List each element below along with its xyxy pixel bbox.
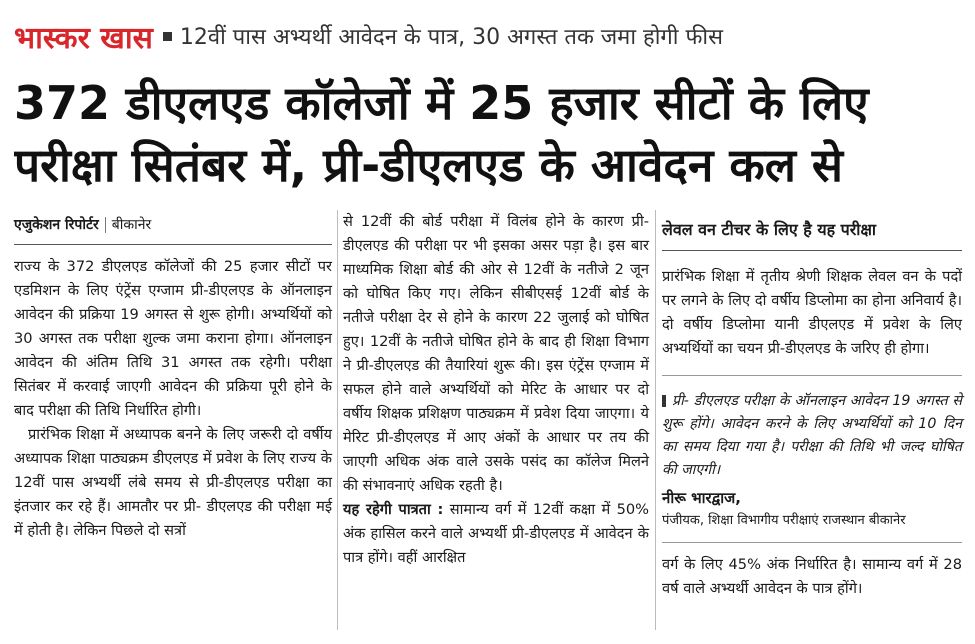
headline-line-1: 372 डीएलएड कॉलेजों में 25 हजार सीटों के लिए <box>14 76 869 130</box>
paragraph: से 12वीं की बोर्ड परीक्षा में विलंब होने के कारण प्री-डीएलएड की परीक्षा पर भी इसका असर पड़ा है। इस बार माध्यमिक शिक्षा बोर्ड की ओर से 12वीं के नतीजे 2 जून को घोषित किए गए। लेकिन सीबीएसई 12वीं बोर्ड के नतीजे परीक्षा देर से होने के कारण 22 जुलाई को घोषित हुए। 12वीं के नतीजे घोषित होने के बाद ही शिक्षा विभाग ने प्री-डीएलएड की तैयारियां शुरू की। इस एंट्रेंस एग्जाम में सफल होने वाले अभ्यर्थियों को मेरिट के आधार पर दो वर्षीय शिक्षक प्रशिक्षण पाठ्यक्रम में प्रवेश दिया जाएगा। ये मेरिट प्री-डीएलएड में आए अंकों के आधार पर तय की जाएगी अधिक अंक वाले उसके पसंद का कॉलेज मिलने की संभावनाएं अधिक रहती है। <box>343 213 649 494</box>
quote-body: प्री- डीएलएड परीक्षा के ऑनलाइन आवेदन 19 अगस्त से शुरू होंगे। आवेदन करने के लिए अभ्यर्थियों को 10 दिन का समय दिया गया है। परीक्षा की तिथि भी जल्द घोषित की जाएगी। <box>662 393 962 478</box>
byline-reporter: एजुकेशन रिपोर्टर <box>14 217 99 233</box>
paragraph-text: सामान्य वर्ग में 12वीं कक्षा में 50% अंक हासिल करने वाले अभ्यर्थी प्री-डीएलएड में आवेदन के पात्र होंगे। वहीं आरक्षित <box>343 501 650 566</box>
headline <box>14 72 962 196</box>
paragraph: प्रारंभिक शिक्षा में अध्यापक बनने के लिए जरूरी दो वर्षीय अध्यापक शिक्षा पाठ्यक्रम डीएलएड में प्रवेश के लिए राज्य के 12वीं पास अभ्यर्थी लंबे समय से प्री-डीएलएड परीक्षा का इंतजार कर रहे हैं। आमतौर पर प्री- डीएलएड की परीक्षा मई में होती है। लेकिन पिछले दो सत्रों <box>14 426 332 539</box>
paragraph: वर्ग के लिए 45% अंक निर्धारित है। सामान्य वर्ग में 28 वर्ष वाले अभ्यर्थी आवेदन के पात्र होंगे। <box>662 556 962 597</box>
article-column-2 <box>343 210 649 570</box>
column-divider <box>655 210 656 630</box>
column-divider <box>337 210 338 630</box>
article-column-1 <box>14 210 332 543</box>
bullet-icon <box>163 32 172 41</box>
kicker-bar <box>14 14 964 58</box>
headline-line-2: परीक्षा सितंबर में, प्री-डीएलएड के आवेदन कल से <box>14 138 844 192</box>
eligibility-subhead: यह रहेगी पात्रता : <box>343 501 444 518</box>
brand-label: भास्कर खास <box>14 20 153 56</box>
byline-separator <box>105 217 106 233</box>
section-heading: लेवल वन टीचर के लिए है यह परीक्षा <box>662 210 962 251</box>
quote-author: नीरू भारद्वाज, <box>662 489 741 507</box>
quote-author-role: पंजीयक, शिक्षा विभागीय परीक्षाएं राजस्थान बीकानेर <box>662 513 906 528</box>
quote-box <box>662 375 962 543</box>
quote-text <box>662 390 962 482</box>
article-column-3 <box>662 210 962 601</box>
byline-city: बीकानेर <box>111 217 152 233</box>
paragraph: राज्य के 372 डीएलएड कॉलेजों की 25 हजार सीटों पर एडमिशन के लिए एंट्रेंस एग्जाम प्री-डीएलएड के ऑनलाइन आवेदन की प्रक्रिया 19 अगस्त से शुरू होगी। अभ्यर्थियों को 30 अगस्त तक परीक्षा शुल्क जमा कराना होगा। ऑनलाइन आवेदन की अंतिम तिथि 31 अगस्त तक रहेगी। परीक्षा सितंबर में करवाई जाएगी आवेदन की प्रक्रिया पूरी होने के बाद परीक्षा की तिथि निर्धारित होगी। <box>14 258 332 419</box>
paragraph: प्रारंभिक शिक्षा में तृतीय श्रेणी शिक्षक लेवल वन के पदों पर लगने के लिए दो वर्षीय डिप्लोमा का होना अनिवार्य है। दो वर्षीय डिप्लोमा यानी डीएलएड में प्रवेश के लिए अभ्यर्थियों का चयन प्री-डीएलएड के जरिए ही होगा। <box>662 268 962 357</box>
kicker-text: 12वीं पास अभ्यर्थी आवेदन के पात्र, 30 अगस्त तक जमा होगी फीस <box>179 25 723 50</box>
byline <box>14 210 332 245</box>
quote-mark-icon <box>662 395 666 407</box>
paragraph <box>343 498 649 570</box>
